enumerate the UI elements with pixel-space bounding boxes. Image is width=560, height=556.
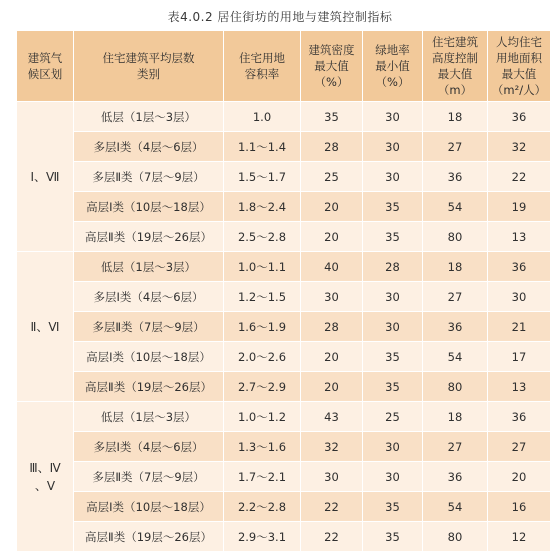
header-row (17, 31, 551, 102)
cell-floor-area-ratio: 1.2～1.5 (224, 282, 301, 312)
cell-building-type: 高层Ⅱ类（19层～26层） (74, 372, 224, 402)
cell-building-type: 高层Ⅰ类（10层～18层） (74, 342, 224, 372)
table-row (17, 522, 551, 552)
cell-climate-zone: Ⅲ、Ⅳ 、Ⅴ (17, 402, 74, 552)
cell-land-per-capita: 27 (488, 432, 551, 462)
cell-floor-area-ratio: 1.0 (224, 102, 301, 132)
cell-land-per-capita: 30 (488, 282, 551, 312)
cell-building-type: 多层Ⅱ类（7层～9层） (74, 462, 224, 492)
table-row (17, 312, 551, 342)
cell-green-ratio: 35 (363, 492, 423, 522)
cell-height-limit: 54 (423, 492, 488, 522)
cell-building-density: 30 (301, 462, 363, 492)
table-row (17, 402, 551, 432)
cell-building-type: 低层（1层～3层） (74, 402, 224, 432)
cell-height-limit: 27 (423, 282, 488, 312)
cell-height-limit: 54 (423, 192, 488, 222)
cell-height-limit: 54 (423, 342, 488, 372)
cell-height-limit: 18 (423, 252, 488, 282)
cell-green-ratio: 35 (363, 192, 423, 222)
cell-building-density: 28 (301, 312, 363, 342)
header-floor-area-ratio: 住宅用地 容积率 (224, 31, 301, 102)
cell-building-density: 28 (301, 132, 363, 162)
table-row (17, 342, 551, 372)
cell-floor-area-ratio: 2.5～2.8 (224, 222, 301, 252)
cell-green-ratio: 30 (363, 312, 423, 342)
cell-building-density: 43 (301, 402, 363, 432)
cell-building-density: 22 (301, 522, 363, 552)
cell-height-limit: 80 (423, 222, 488, 252)
cell-green-ratio: 25 (363, 402, 423, 432)
table-row (17, 252, 551, 282)
header-height-limit: 住宅建筑 高度控制 最大值 （m） (423, 31, 488, 102)
cell-land-per-capita: 17 (488, 342, 551, 372)
cell-floor-area-ratio: 1.3～1.6 (224, 432, 301, 462)
cell-floor-area-ratio: 2.7～2.9 (224, 372, 301, 402)
cell-building-type: 多层Ⅰ类（4层～6层） (74, 432, 224, 462)
table-row (17, 192, 551, 222)
table-row (17, 282, 551, 312)
cell-height-limit: 18 (423, 402, 488, 432)
cell-height-limit: 36 (423, 162, 488, 192)
cell-land-per-capita: 13 (488, 222, 551, 252)
cell-building-density: 20 (301, 192, 363, 222)
header-building-type: 住宅建筑平均层数 类别 (74, 31, 224, 102)
cell-building-density: 22 (301, 492, 363, 522)
table-header (17, 31, 551, 102)
cell-floor-area-ratio: 1.5～1.7 (224, 162, 301, 192)
cell-land-per-capita: 36 (488, 402, 551, 432)
cell-floor-area-ratio: 1.6～1.9 (224, 312, 301, 342)
cell-green-ratio: 35 (363, 222, 423, 252)
cell-floor-area-ratio: 1.1～1.4 (224, 132, 301, 162)
cell-building-density: 20 (301, 372, 363, 402)
cell-green-ratio: 30 (363, 102, 423, 132)
cell-height-limit: 80 (423, 522, 488, 552)
cell-green-ratio: 30 (363, 162, 423, 192)
cell-building-type: 多层Ⅰ类（4层～6层） (74, 282, 224, 312)
table-row (17, 102, 551, 132)
cell-building-type: 多层Ⅱ类（7层～9层） (74, 312, 224, 342)
cell-green-ratio: 30 (363, 282, 423, 312)
cell-building-type: 低层（1层～3层） (74, 252, 224, 282)
cell-building-density: 20 (301, 222, 363, 252)
cell-green-ratio: 35 (363, 372, 423, 402)
cell-building-density: 40 (301, 252, 363, 282)
cell-floor-area-ratio: 2.2～2.8 (224, 492, 301, 522)
cell-land-per-capita: 21 (488, 312, 551, 342)
table-row (17, 222, 551, 252)
cell-height-limit: 27 (423, 132, 488, 162)
cell-climate-zone: Ⅱ、Ⅵ (17, 252, 74, 402)
cell-green-ratio: 35 (363, 522, 423, 552)
cell-floor-area-ratio: 1.0～1.2 (224, 402, 301, 432)
cell-land-per-capita: 22 (488, 162, 551, 192)
cell-green-ratio: 35 (363, 342, 423, 372)
table-row (17, 462, 551, 492)
cell-height-limit: 27 (423, 432, 488, 462)
table-row (17, 132, 551, 162)
cell-height-limit: 36 (423, 462, 488, 492)
cell-building-type: 多层Ⅱ类（7层～9层） (74, 162, 224, 192)
cell-land-per-capita: 16 (488, 492, 551, 522)
cell-building-density: 30 (301, 282, 363, 312)
table-row (17, 162, 551, 192)
table-row (17, 372, 551, 402)
cell-green-ratio: 30 (363, 462, 423, 492)
cell-land-per-capita: 13 (488, 372, 551, 402)
cell-land-per-capita: 20 (488, 462, 551, 492)
cell-green-ratio: 28 (363, 252, 423, 282)
table-row (17, 432, 551, 462)
cell-building-density: 35 (301, 102, 363, 132)
cell-green-ratio: 30 (363, 432, 423, 462)
cell-floor-area-ratio: 2.0～2.6 (224, 342, 301, 372)
cell-floor-area-ratio: 1.0～1.1 (224, 252, 301, 282)
cell-building-type: 低层（1层～3层） (74, 102, 224, 132)
table-body (17, 102, 551, 552)
cell-land-per-capita: 36 (488, 102, 551, 132)
table-title: 表4.0.2 居住街坊的用地与建筑控制指标 (167, 10, 393, 24)
cell-land-per-capita: 12 (488, 522, 551, 552)
header-green-ratio: 绿地率 最小值 （%） (363, 31, 423, 102)
header-climate-zone: 建筑气 候区划 (17, 31, 74, 102)
cell-building-density: 32 (301, 432, 363, 462)
cell-building-type: 高层Ⅰ类（10层～18层） (74, 192, 224, 222)
table-row (17, 492, 551, 522)
cell-building-type: 高层Ⅱ类（19层～26层） (74, 522, 224, 552)
cell-land-per-capita: 32 (488, 132, 551, 162)
indicator-table-container (16, 30, 550, 552)
cell-land-per-capita: 36 (488, 252, 551, 282)
cell-height-limit: 80 (423, 372, 488, 402)
cell-building-type: 高层Ⅰ类（10层～18层） (74, 492, 224, 522)
cell-building-density: 20 (301, 342, 363, 372)
cell-height-limit: 36 (423, 312, 488, 342)
cell-land-per-capita: 19 (488, 192, 551, 222)
indicator-table (16, 30, 551, 552)
cell-green-ratio: 30 (363, 132, 423, 162)
cell-floor-area-ratio: 2.9～3.1 (224, 522, 301, 552)
cell-height-limit: 18 (423, 102, 488, 132)
cell-climate-zone: Ⅰ、Ⅶ (17, 102, 74, 252)
cell-building-type: 多层Ⅰ类（4层～6层） (74, 132, 224, 162)
cell-floor-area-ratio: 1.8～2.4 (224, 192, 301, 222)
cell-floor-area-ratio: 1.7～2.1 (224, 462, 301, 492)
header-land-per-capita: 人均住宅 用地面积 最大值 （m²/人） (488, 31, 551, 102)
cell-building-density: 25 (301, 162, 363, 192)
header-building-density: 建筑密度 最大值 （%） (301, 31, 363, 102)
cell-building-type: 高层Ⅱ类（19层～26层） (74, 222, 224, 252)
